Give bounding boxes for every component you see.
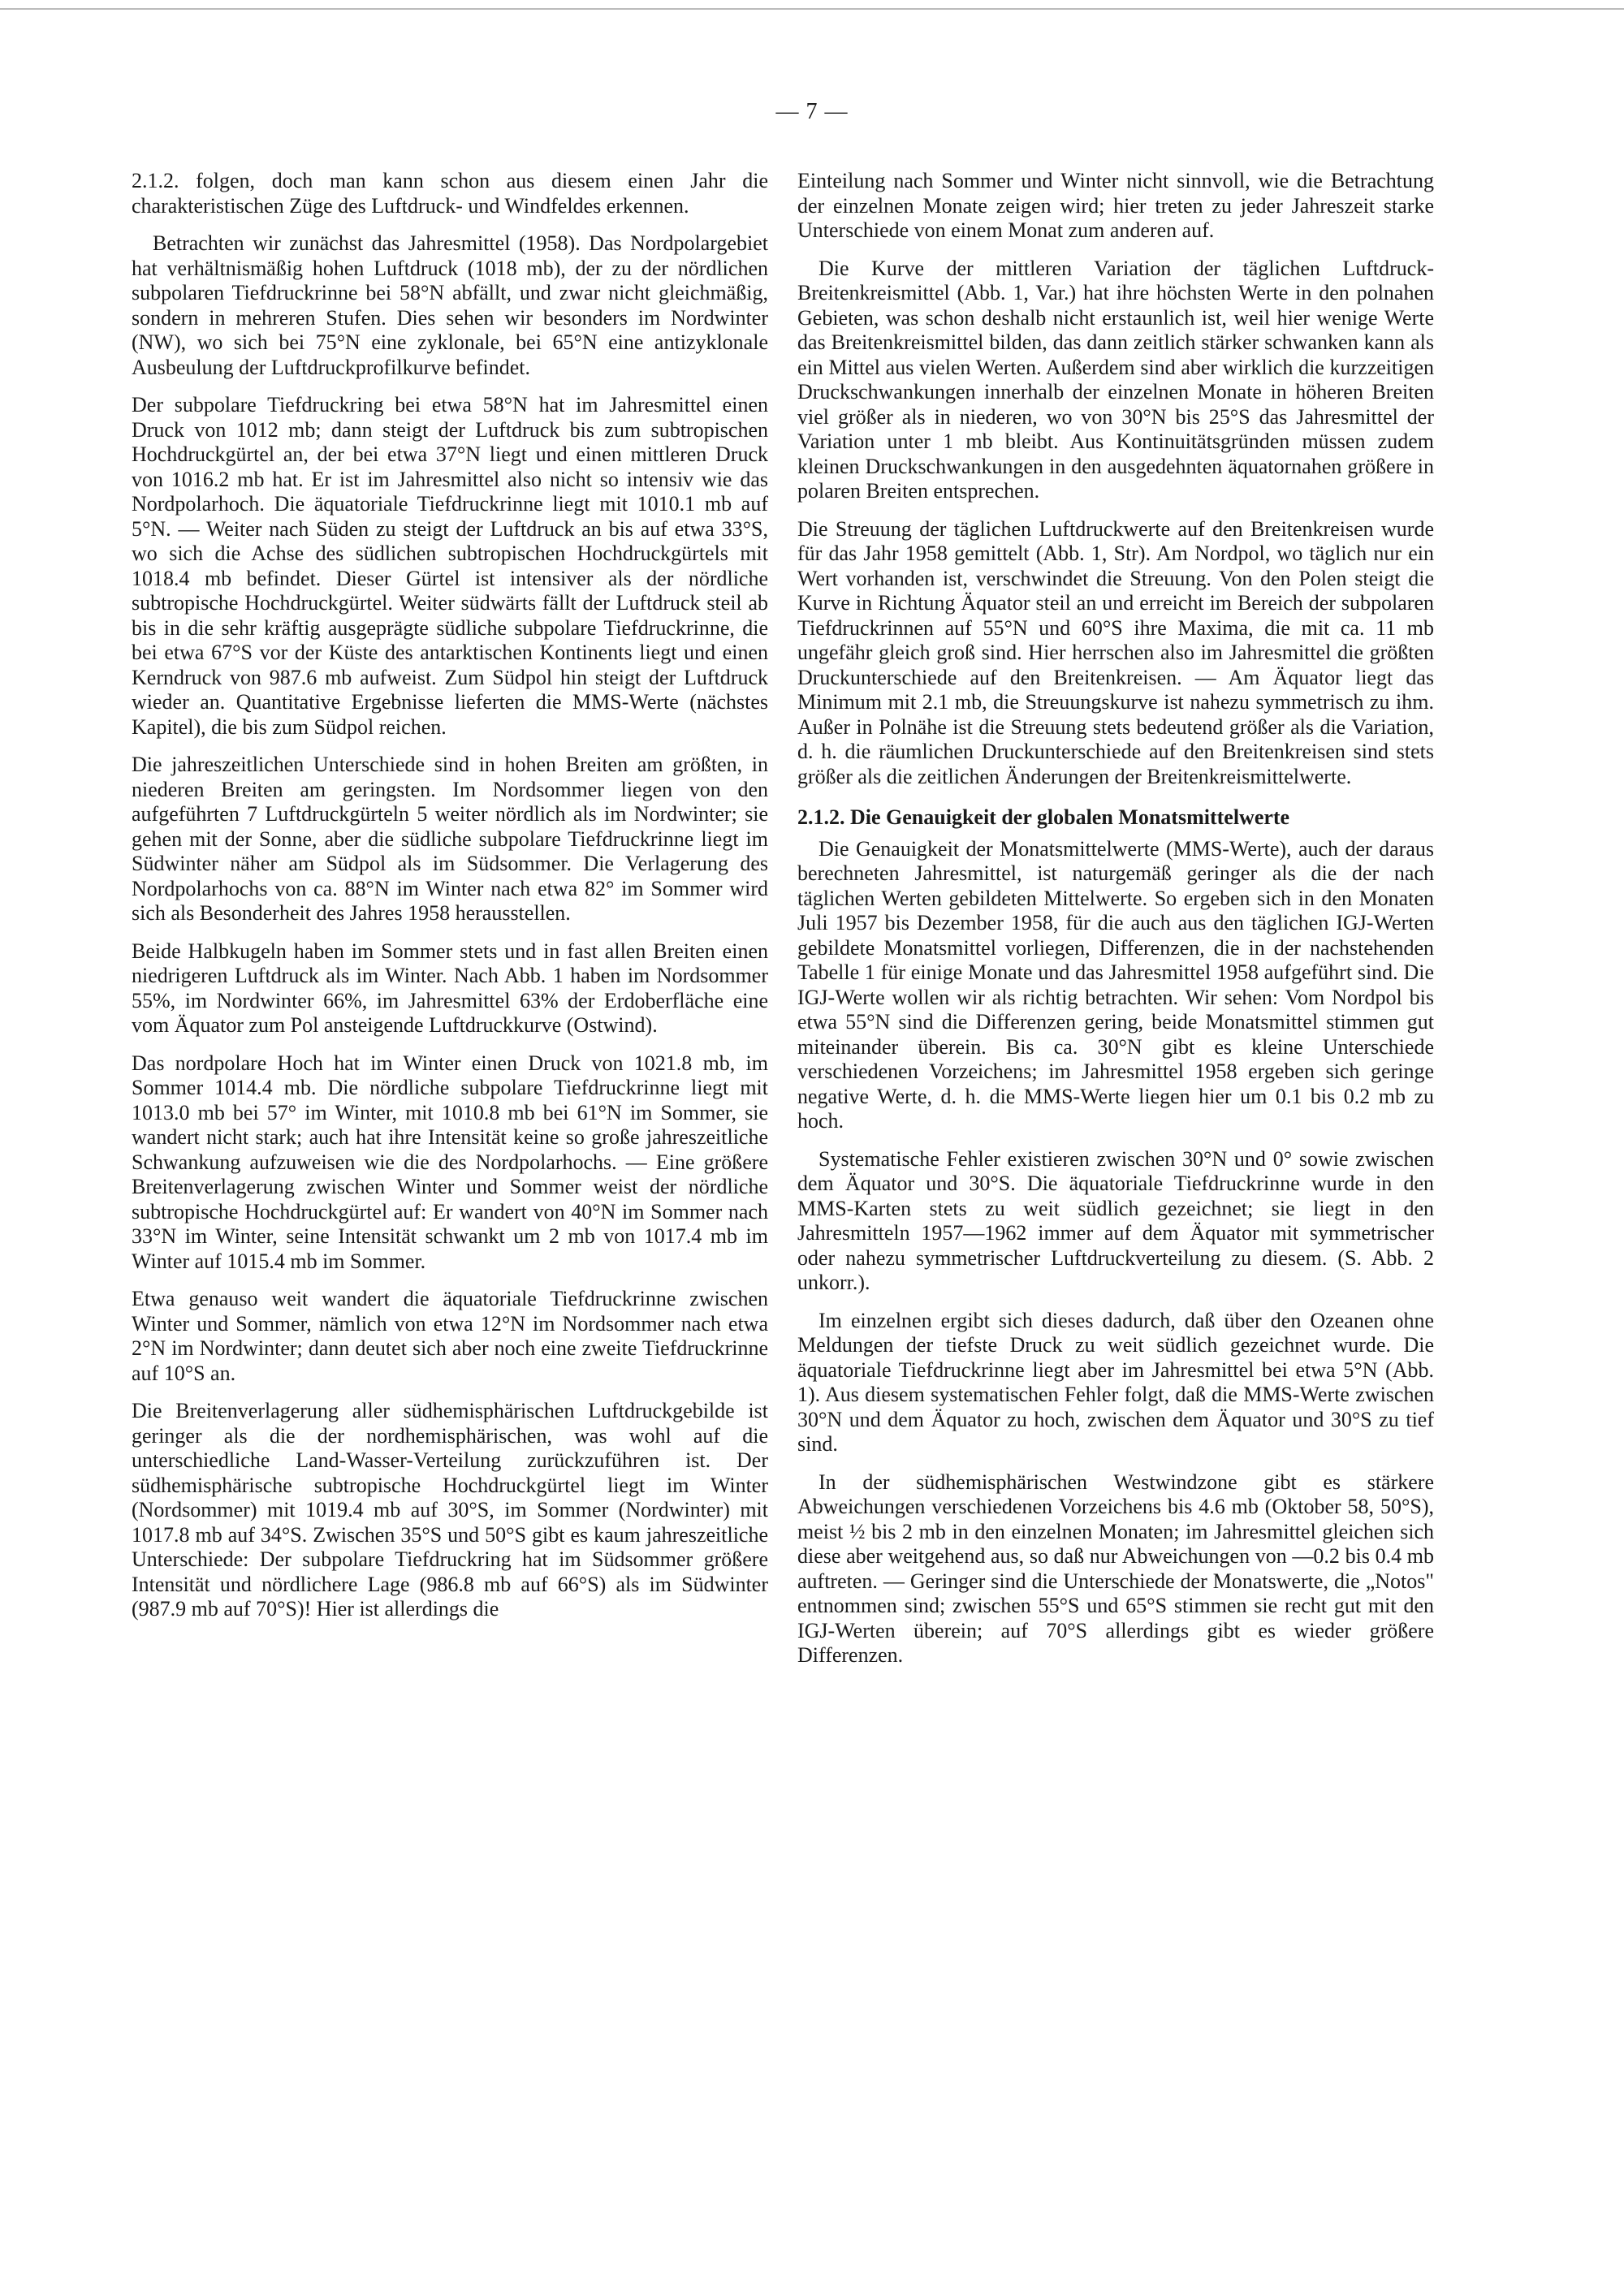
page-number: — 7 — <box>775 99 849 124</box>
paragraph: Die Kurve der mittleren Variation der täglichen Luftdruck-Breitenkreismittel (Abb. 1, Var.) hat ihre höchsten Werte in den polnahen Gebieten, was schon deshalb nicht erstaunlich ist, weil hier wenige Werte das Breitenkreismittel bilden, das dann zeitlich stärker schwanken kann als ein Mittel aus vielen Werten. Außerdem sind aber wirklich die kurzzeitigen Druckschwankungen innerhalb der einzelnen Monate in höheren Breiten viel größer als in niederen, wo von 30°N bis 25°S das Jahresmittel der Variation unter 1 mb bleibt. Aus Kontinuitätsgründen müssen zudem kleinen Druckschwankungen in den ausgedehnten äquatornahen größere in polaren Breiten entsprechen. <box>797 256 1434 503</box>
paragraph: Die Genauigkeit der Monatsmittelwerte (MMS-Werte), auch der daraus berechneten Jahresmittel, ist naturgemäß geringer als die der nach täglichen Werten gebildeten Mittelwerte. So ergeben sich in den Monaten Juli 1957 bis Dezember 1958, für die auch aus den täglichen IGJ-Werten gebildete Monatsmittel vorliegen, Differenzen, die in der nachstehenden Tabelle 1 für einige Monate und das Jahresmittel 1958 aufgeführt sind. Die IGJ-Werte wollen wir als richtig betrachten. Wir sehen: Vom Nordpol bis etwa 55°N sind die Differenzen gering, beide Monatsmittel stimmen gut miteinander überein. Bis ca. 30°N gibt es kleine Unterschiede verschiedenen Vorzeichens; im Jahresmittel 1958 ergeben sich geringe negative Werte, d. h. die MMS-Werte liegen hier um 0.1 bis 0.2 mb zu hoch. <box>797 836 1434 1133</box>
paragraph: In der südhemisphärischen Westwindzone gibt es stärkere Abweichungen verschiedenen Vorzeichens bis 4.6 mb (Oktober 58, 50°S), meist ½ bis 2 mb in den einzelnen Monaten; im Jahresmittel gleichen sich diese aber weitgehend aus, so daß nur Abweichungen von —0.2 bis 0.4 mb auftreten. — Geringer sind die Unterschiede der Monatswerte, die „Notos" entnommen sind; zwischen 55°S und 65°S stimmen sie recht gut mit den IGJ-Werten überein; auf 70°S allerdings gibt es wieder größere Differenzen. <box>797 1470 1434 1667</box>
paragraph: Beide Halbkugeln haben im Sommer stets und in fast allen Breiten einen niedrigeren Luftdruck als im Winter. Nach Abb. 1 haben im Nordsommer 55%, im Nordwinter 66%, im Jahresmittel 63% der Erdoberfläche eine vom Äquator zum Pol ansteigende Luftdruckkurve (Ostwind). <box>132 939 768 1037</box>
paragraph: Die Breitenverlagerung aller südhemisphärischen Luftdruckgebilde ist geringer als die der nordhemisphärischen, was wohl auf die unterschiedliche Land-Wasser-Verteilung zurückzuführen ist. Der südhemisphärische subtropische Hochdruckgürtel liegt im Winter (Nordsommer) mit 1019.4 mb auf 30°S, im Sommer (Nordwinter) mit 1017.8 mb auf 34°S. Zwischen 35°S und 50°S gibt es kaum jahreszeitliche Unterschiede: Der subpolare Tiefdruckring hat im Südsommer größere Intensität und nördlichere Lage (986.8 mb auf 66°S) als im Südwinter (987.9 mb auf 70°S)! Hier ist allerdings die <box>132 1399 768 1621</box>
paragraph: Systematische Fehler existieren zwischen 30°N und 0° sowie zwischen dem Äquator und 30°S. Die äquatoriale Tiefdruckrinne wurde in den MMS-Karten stets zu weit südlich gezeichnet; sie liegt in den Jahresmitteln 1957—1962 immer auf dem Äquator mit symmetrischer oder nahezu symmetrischer Luftdruckverteilung zu diesem. (S. Abb. 2 unkorr.). <box>797 1146 1434 1294</box>
right-column <box>797 169 1434 1681</box>
top-border-line <box>0 8 1624 10</box>
left-column <box>132 169 768 1635</box>
paragraph: Einteilung nach Sommer und Winter nicht sinnvoll, wie die Betrachtung der einzelnen Monate zeigen wird; hier treten zu jeder Jahreszeit starke Unterschiede von einem Monat zum anderen auf. <box>797 169 1434 242</box>
paragraph: Etwa genauso weit wandert die äquatoriale Tiefdruckrinne zwischen Winter und Sommer, nämlich von etwa 12°N im Nordsommer nach etwa 2°N im Nordwinter; dann deutet sich aber noch eine zweite Tiefdruckrinne auf 10°S an. <box>132 1287 768 1385</box>
paragraph: Das nordpolare Hoch hat im Winter einen Druck von 1021.8 mb, im Sommer 1014.4 mb. Die nördliche subpolare Tiefdruckrinne liegt mit 1013.0 mb bei 57° im Winter, mit 1010.8 mb bei 61°N im Sommer, sie wandert nicht stark; auch hat ihre Intensität keine so große jahreszeitliche Schwankung aufzuweisen wie die des Nordpolarhochs. — Eine größere Breitenverlagerung zwischen Winter und Sommer weist der nördliche subtropische Hochdruckgürtel auf: Er wandert von 40°N im Sommer nach 33°N im Winter, seine Intensität schwankt um 2 mb von 1017.4 mb im Winter auf 1015.4 mb im Sommer. <box>132 1051 768 1273</box>
paragraph: Der subpolare Tiefdruckring bei etwa 58°N hat im Jahresmittel einen Druck von 1012 mb; dann steigt der Luftdruck bis zum subtropischen Hochdruckgürtel an, der bei etwa 37°N liegt und einen mittleren Druck von 1016.2 mb hat. Er ist im Jahresmittel also nicht so intensiv wie das Nordpolarhoch. Die äquatoriale Tiefdruckrinne liegt mit 1010.1 mb auf 5°N. — Weiter nach Süden zu steigt der Luftdruck an bis auf etwa 33°S, wo sich die Achse des südlichen subtropischen Hochdruckgürtels mit 1018.4 mb befindet. Dieser Gürtel ist intensiver als der nördliche subtropische Hochdruckgürtel. Weiter südwärts fällt der Luftdruck steil ab bis in die sehr kräftig ausgeprägte südliche subpolare Tiefdruckrinne, die bei etwa 67°S vor der Küste des antarktischen Kontinents liegt und einen Kerndruck von 987.6 mb aufweist. Zum Südpol hin steigt der Luftdruck wieder an. Quantitative Ergebnisse lieferten die MMS-Werte (nächstes Kapitel), die bis zum Südpol reichen. <box>132 393 768 739</box>
paragraph: Im einzelnen ergibt sich dieses dadurch, daß über den Ozeanen ohne Meldungen der tiefste Druck zu weit südlich gezeichnet wurde. Die äquatoriale Tiefdruckrinne liegt aber im Jahresmittel bei etwa 5°N (Abb. 1). Aus diesem systematischen Fehler folgt, daß die MMS-Werte zwischen 30°N und dem Äquator zu hoch, zwischen dem Äquator und 30°S zu tief sind. <box>797 1308 1434 1456</box>
paragraph: 2.1.2. folgen, doch man kann schon aus diesem einen Jahr die charakteristischen Züge des Luftdruck- und Windfeldes erkennen. <box>132 169 768 218</box>
paragraph: Die jahreszeitlichen Unterschiede sind in hohen Breiten am größten, in niederen Breiten am geringsten. Im Nordsommer liegen von den aufgeführten 7 Luftdruckgürteln 5 weiter nördlich als im Nordwinter; sie gehen mit der Sonne, aber die südliche subpolare Tiefdruckrinne liegt im Südwinter näher am Südpol als im Südsommer. Die Verlagerung des Nordpolarhochs von ca. 88°N im Winter nach etwa 82° im Sommer wird sich als Besonderheit des Jahres 1958 herausstellen. <box>132 753 768 925</box>
paragraph: Die Streuung der täglichen Luftdruckwerte auf den Breitenkreisen wurde für das Jahr 1958 gemittelt (Abb. 1, Str). Am Nordpol, wo täglich nur ein Wert vorhanden ist, verschwindet die Streuung. Von den Polen steigt die Kurve in Richtung Äquator steil an und erreicht im Bereich der subpolaren Tiefdruckrinnen auf 55°N und 60°S ihre Maxima, die mit ca. 11 mb ungefähr gleich groß sind. Hier herrschen also im Jahresmittel die größten Druckunterschiede auf den Breitenkreisen. — Am Äquator liegt das Minimum mit 2.1 mb, die Streuungskurve ist nahezu symmetrisch zu ihm. Außer in Polnähe ist die Streuung stets bedeutend größer als die Variation, d. h. die räumlichen Druckunterschiede auf den Breitenkreisen sind stets größer als die zeitlichen Änderungen der Breitenkreismittelwerte. <box>797 516 1434 788</box>
paragraph: Betrachten wir zunächst das Jahresmittel (1958). Das Nordpolargebiet hat verhältnismäßig hohen Luftdruck (1018 mb), der zu der nördlichen subpolaren Tiefdruckrinne bei 58°N abfällt, und zwar nicht gleichmäßig, sondern in mehreren Stufen. Dies sehen wir besonders im Nordwinter (NW), wo sich bei 75°N eine zyklonale, bei 65°N eine antizyklonale Ausbeulung der Luftdruckprofilkurve befindet. <box>132 231 768 379</box>
section-heading: 2.1.2. Die Genauigkeit der globalen Monatsmittelwerte <box>797 805 1290 829</box>
